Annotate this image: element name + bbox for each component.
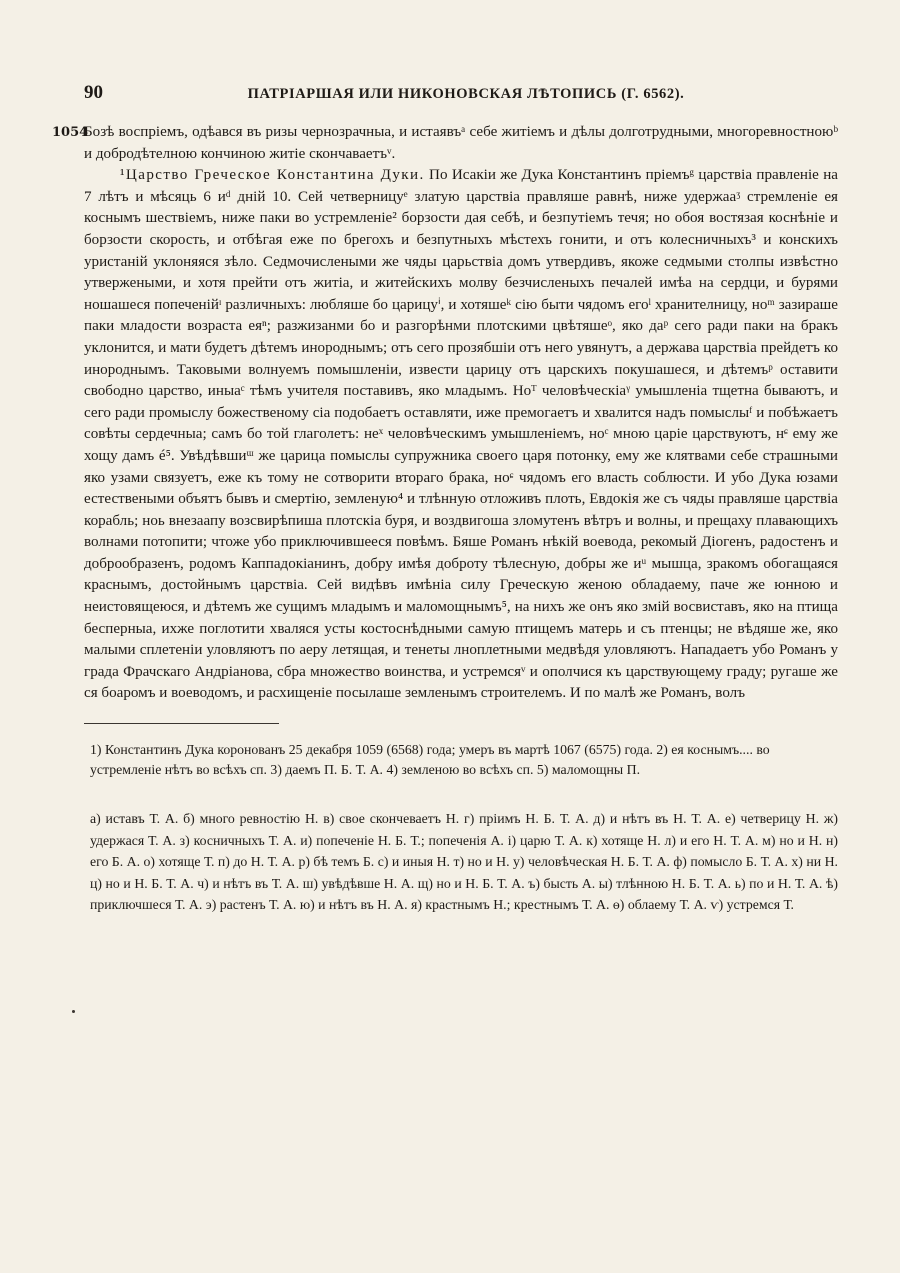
paragraph-2-text: По Исакіи же Дука Константинъ пріемъᵍ царствіа правленіе на 7 лѣтъ и мѣсяць 6 иᵈ дній 10. Сей четверницуᵉ златую царствіа правляше равнѣ, ниже удержааᶾ стремленіе ея коснымъ шествіемъ, ниже паки во устремленіе² борзости дая себѣ, и безпутіемъ течя; но обоя востязая коснѣніе и борзости скорость, и отбѣгая еже по брегохъ и безпутныхъ мѣстехъ гонити, и отъ колесничныхъ³ и конскихъ уристаній уклоняяся зѣло. Седмочислеными же чяды царьствіа домъ утвердивъ, якоже седмыми столпы извѣстно утвержеными, и хотя прейти отъ житіа, и житейскихъ молву безчисленыхъ печалей имѣа на сердци, и бурями ношашеся попеченійᶦ различныхъ: любляше бо царицуⁱ, и хотяшеᵏ сію быти чядомъ егоˡ хранителницу, нoᵐ зазираше паки младости возраста еяⁿ; разжизанми бо и разгорѣнми плотскими цвѣтяшеᵒ, яко даᵖ сего ради паки на бракъ уклонится, и мати будетъ дѣтемъ инороднымъ; отъ сего прозябшіи отъ него увянутъ, а держава царствіа прейдетъ ко инороднымъ. Таковыми волнуемъ помышленіи, извести царицу отъ царскихъ покушашеся, и дѣтемъᵖ оставити свободно царство, иныаᶜ тѣмъ учителя поставивъ, яко младымъ. Ноᵀ человѣческіаᵞ умышленіа тщетна бываютъ, и сего ради промыслу божественому сіа подобаетъ оставляти, иже премогаетъ и хвалится надъ помыслыᶠ и побѣжаетъ совѣты сердечныа; самъ бо той глаголетъ: неˣ человѣческимъ умышленіемъ, ноᶜ мною царіе царствуютъ, нᶝ ему же хощу дамъ é⁵. Увѣдѣвшиᵚ же царица помыслы супружника своего царя потонку, ему же клятвами себе страшными яко узами связуетъ, еже къ тому не сотворити втораго брака, ноᶝ чядомъ его власть соблюсти. И убо Дука юзами естествеными объятъ бывъ и смертію, земленую⁴ и тлѣнную отложивъ плоть, Евдокія же съ чяды правляше царствіа корабль; ноь внезаапу возсвирѣпиша плотскіа буря, и воздвигоша зломутенъ вѣтръ и волны, и прещаху плавающихъ волнами потопити; чтоже убо приключившееся повѣмъ. Бяше Романъ нѣкій воевода, рекомый Діогенъ, радостенъ и доброобразенъ, родомъ Каппадокіанинъ, добру имѣя доброту тѣлесную, добры же иᵘ мышца, зракомъ обогащаяся краснымъ, достойнымъ царствіа. Сей видѣвъ имѣніа силу Греческую женою обладаему, паче же юнною и неистовящеюся, и дѣтемъ же сущимъ младымъ и маломощнымъ⁵, на нихъ же онъ яко змій восвиставъ, яко на птища бесперныа, ихже поглотити хваляся усты костоснѣдными самую птищемъ матерь и съ птенцы; не вѣдяше же, яко малыми сплетеніи уловляютъ по аеру летящая, и тенеты лноплетными медвѣдя уловляютъ. Нападаетъ убо Романъ у града Фрачскаго Андріанова, сбра множество воинства, и устремсяᵛ и ополчися къ царствующему граду; ругаше же ся боаромъ и воеводомъ, и расхищеніе посылаше земленымъ строителемъ. И по малѣ же Романъ, волъ	[84, 167, 838, 702]
page-header	[84, 82, 838, 104]
section-title: ¹Царство Греческое Константина Дуки.	[120, 167, 425, 184]
page-number: 90	[84, 82, 103, 103]
paragraph-1: Бозѣ воспріемъ, одѣався въ ризы чернозрачныа, и истаявъᵃ себе житіемъ и дѣлы долготрудными, многоревностноюᵇ и добродѣтелною кончиною житіе скончаваетъᵛ.	[84, 124, 838, 162]
margin-year: 1054	[52, 125, 89, 140]
variant-readings: а) иставъ Т. А. б) много ревностію Н. в) свое скончеваетъ Н. г) пріимъ Н. Б. Т. А. д) и нѣтъ въ Н. Т. А. е) четверицу Н. ж) удержася Т. А. з) косничныхъ Т. А. и) попеченіе Н. Б. Т.; попеченія А. і) царю Т. А. к) хотяще Н. л) и его Н. Т. А. м) но и Н. н) его Б. А. о) хотяще Т. п) до Н. Т. А. р) бѣ темъ Б. с) и иныя Н. т) но и Н. у) человѣческая Н. Б. Т. А. ф) помысло Б. Т. А. х) ни Н. ц) но и Н. Б. Т. А. ч) и нѣтъ въ Т. А. ш) увѣдѣвше Н. А. щ) но и Н. Б. Т. А. ъ) бысть А. ы) тлѣнною Н. Б. Т. А. ь) по и Н. Т. А. ѣ) приключшеся Т. А. э) растенъ Т. А. ю) и нѣтъ въ Н. А. я) крастнымъ Н.; крестнымъ Т. А. ѳ) облаему Т. А. ѵ) устремся Т.	[90, 811, 838, 913]
footnote-divider	[84, 723, 279, 724]
main-text	[84, 122, 838, 705]
running-head: ПАТРІАРШАЯ ИЛИ НИКОНОВСКАЯ ЛѢТОПИСЬ (Г. 6562).	[247, 86, 685, 102]
footnotes: 1) Константинъ Дука коронованъ 25 декабря 1059 (6568) года; умеръ въ мартѣ 1067 (6575) года. 2) ея коснымъ.... во устремленіе нѣтъ во всѣхъ сп. 3) даемъ П. Б. Т. А. 4) земленою во всѣхъ сп. 5) маломощны П.	[90, 742, 770, 778]
ink-speck	[72, 1010, 75, 1013]
paragraph-2	[84, 165, 838, 705]
